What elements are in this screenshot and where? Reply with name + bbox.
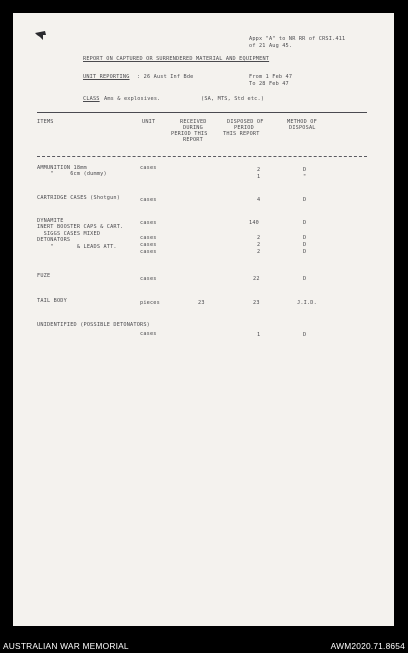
row-method: D — [303, 276, 307, 282]
header-unit: UNIT — [142, 119, 156, 125]
row-disposed: 2 — [257, 249, 261, 255]
unit-reporting-value: : 26 Aust Inf Bde — [137, 74, 194, 80]
period-to: To 28 Feb 47 — [249, 81, 289, 87]
header-disposed-2: PERIOD — [234, 125, 254, 131]
class-extra: (SA, MTS, Std etc.) — [201, 96, 265, 102]
row-item: UNIDENTIFIED (POSSIBLE DETONATORS) — [37, 322, 150, 328]
row-item: SIGGS CASES MIXED — [37, 231, 101, 237]
row-item: DYNAMITE — [37, 218, 64, 224]
row-disposed: 1 — [257, 332, 261, 338]
row-method: D — [303, 242, 307, 248]
row-method: D — [303, 249, 307, 255]
row-disposed: 22 — [253, 276, 260, 282]
header-received-1: RECEIVED — [180, 119, 207, 125]
class-label: CLASS — [83, 96, 100, 102]
header-received-3: PERIOD THIS — [171, 131, 208, 137]
row-disposed: 140 — [249, 220, 259, 226]
header-received-2: DURING — [183, 125, 203, 131]
header-method-2: DISPOSAL — [289, 125, 316, 131]
report-title: REPORT ON CAPTURED OR SURRENDERED MATERIAL AND EQUIPMENT — [83, 56, 270, 62]
row-disposed: 2 — [257, 167, 261, 173]
row-method: " — [303, 174, 307, 180]
row-unit: cases — [140, 242, 157, 248]
row-disposed: 23 — [253, 300, 260, 306]
row-received: 23 — [198, 300, 205, 306]
row-method: D — [303, 167, 307, 173]
row-item: AMMUNITION 18mm — [37, 165, 87, 171]
header-bottom-rule — [37, 156, 367, 157]
row-item: " & LEADS ATT. — [37, 244, 117, 250]
row-item: FUZE — [37, 273, 51, 279]
row-unit: cases — [140, 165, 157, 171]
row-item: INERT BOOSTER CAPS & CART. — [37, 224, 124, 230]
row-unit: cases — [140, 331, 157, 337]
row-item: CARTRIDGE CASES (Shotgun) — [37, 195, 121, 201]
row-method: D — [303, 220, 307, 226]
row-item: " 6cm (dummy) — [37, 171, 107, 177]
row-disposed: 1 — [257, 174, 261, 180]
appendix-ref: Appx "A" to NR RR of CRSI.411 — [249, 36, 346, 42]
row-method: D — [303, 332, 307, 338]
row-unit: cases — [140, 249, 157, 255]
row-method: D — [303, 197, 307, 203]
document-page — [13, 13, 394, 626]
header-top-rule — [37, 112, 367, 113]
row-disposed: 2 — [257, 235, 261, 241]
period-from: From 1 Feb 47 — [249, 74, 293, 80]
row-item: DETONATORS — [37, 237, 71, 243]
row-item: TAIL BODY — [37, 298, 67, 304]
footer-archive-name: AUSTRALIAN WAR MEMORIAL — [3, 641, 129, 651]
row-unit: cases — [140, 235, 157, 241]
row-unit: pieces — [140, 300, 160, 306]
stamp-mark-icon — [35, 31, 47, 41]
row-method: J.I.D. — [297, 300, 317, 306]
class-value: Ams & explosives. — [104, 96, 161, 102]
row-disposed: 2 — [257, 242, 261, 248]
appendix-date: of 21 Aug 45. — [249, 43, 293, 49]
row-disposed: 4 — [257, 197, 261, 203]
header-received-4: REPORT — [183, 137, 203, 143]
header-items: ITEMS — [37, 119, 54, 125]
row-unit: cases — [140, 276, 157, 282]
row-method: D — [303, 235, 307, 241]
unit-reporting-label: UNIT REPORTING — [83, 74, 130, 80]
row-unit: cases — [140, 220, 157, 226]
header-disposed-1: DISPOSED OF — [227, 119, 264, 125]
row-unit: cases — [140, 197, 157, 203]
header-disposed-3: THIS REPORT — [223, 131, 260, 137]
header-method-1: METHOD OF — [287, 119, 317, 125]
footer-catalogue-id: AWM2020.71.8654 — [330, 641, 405, 651]
